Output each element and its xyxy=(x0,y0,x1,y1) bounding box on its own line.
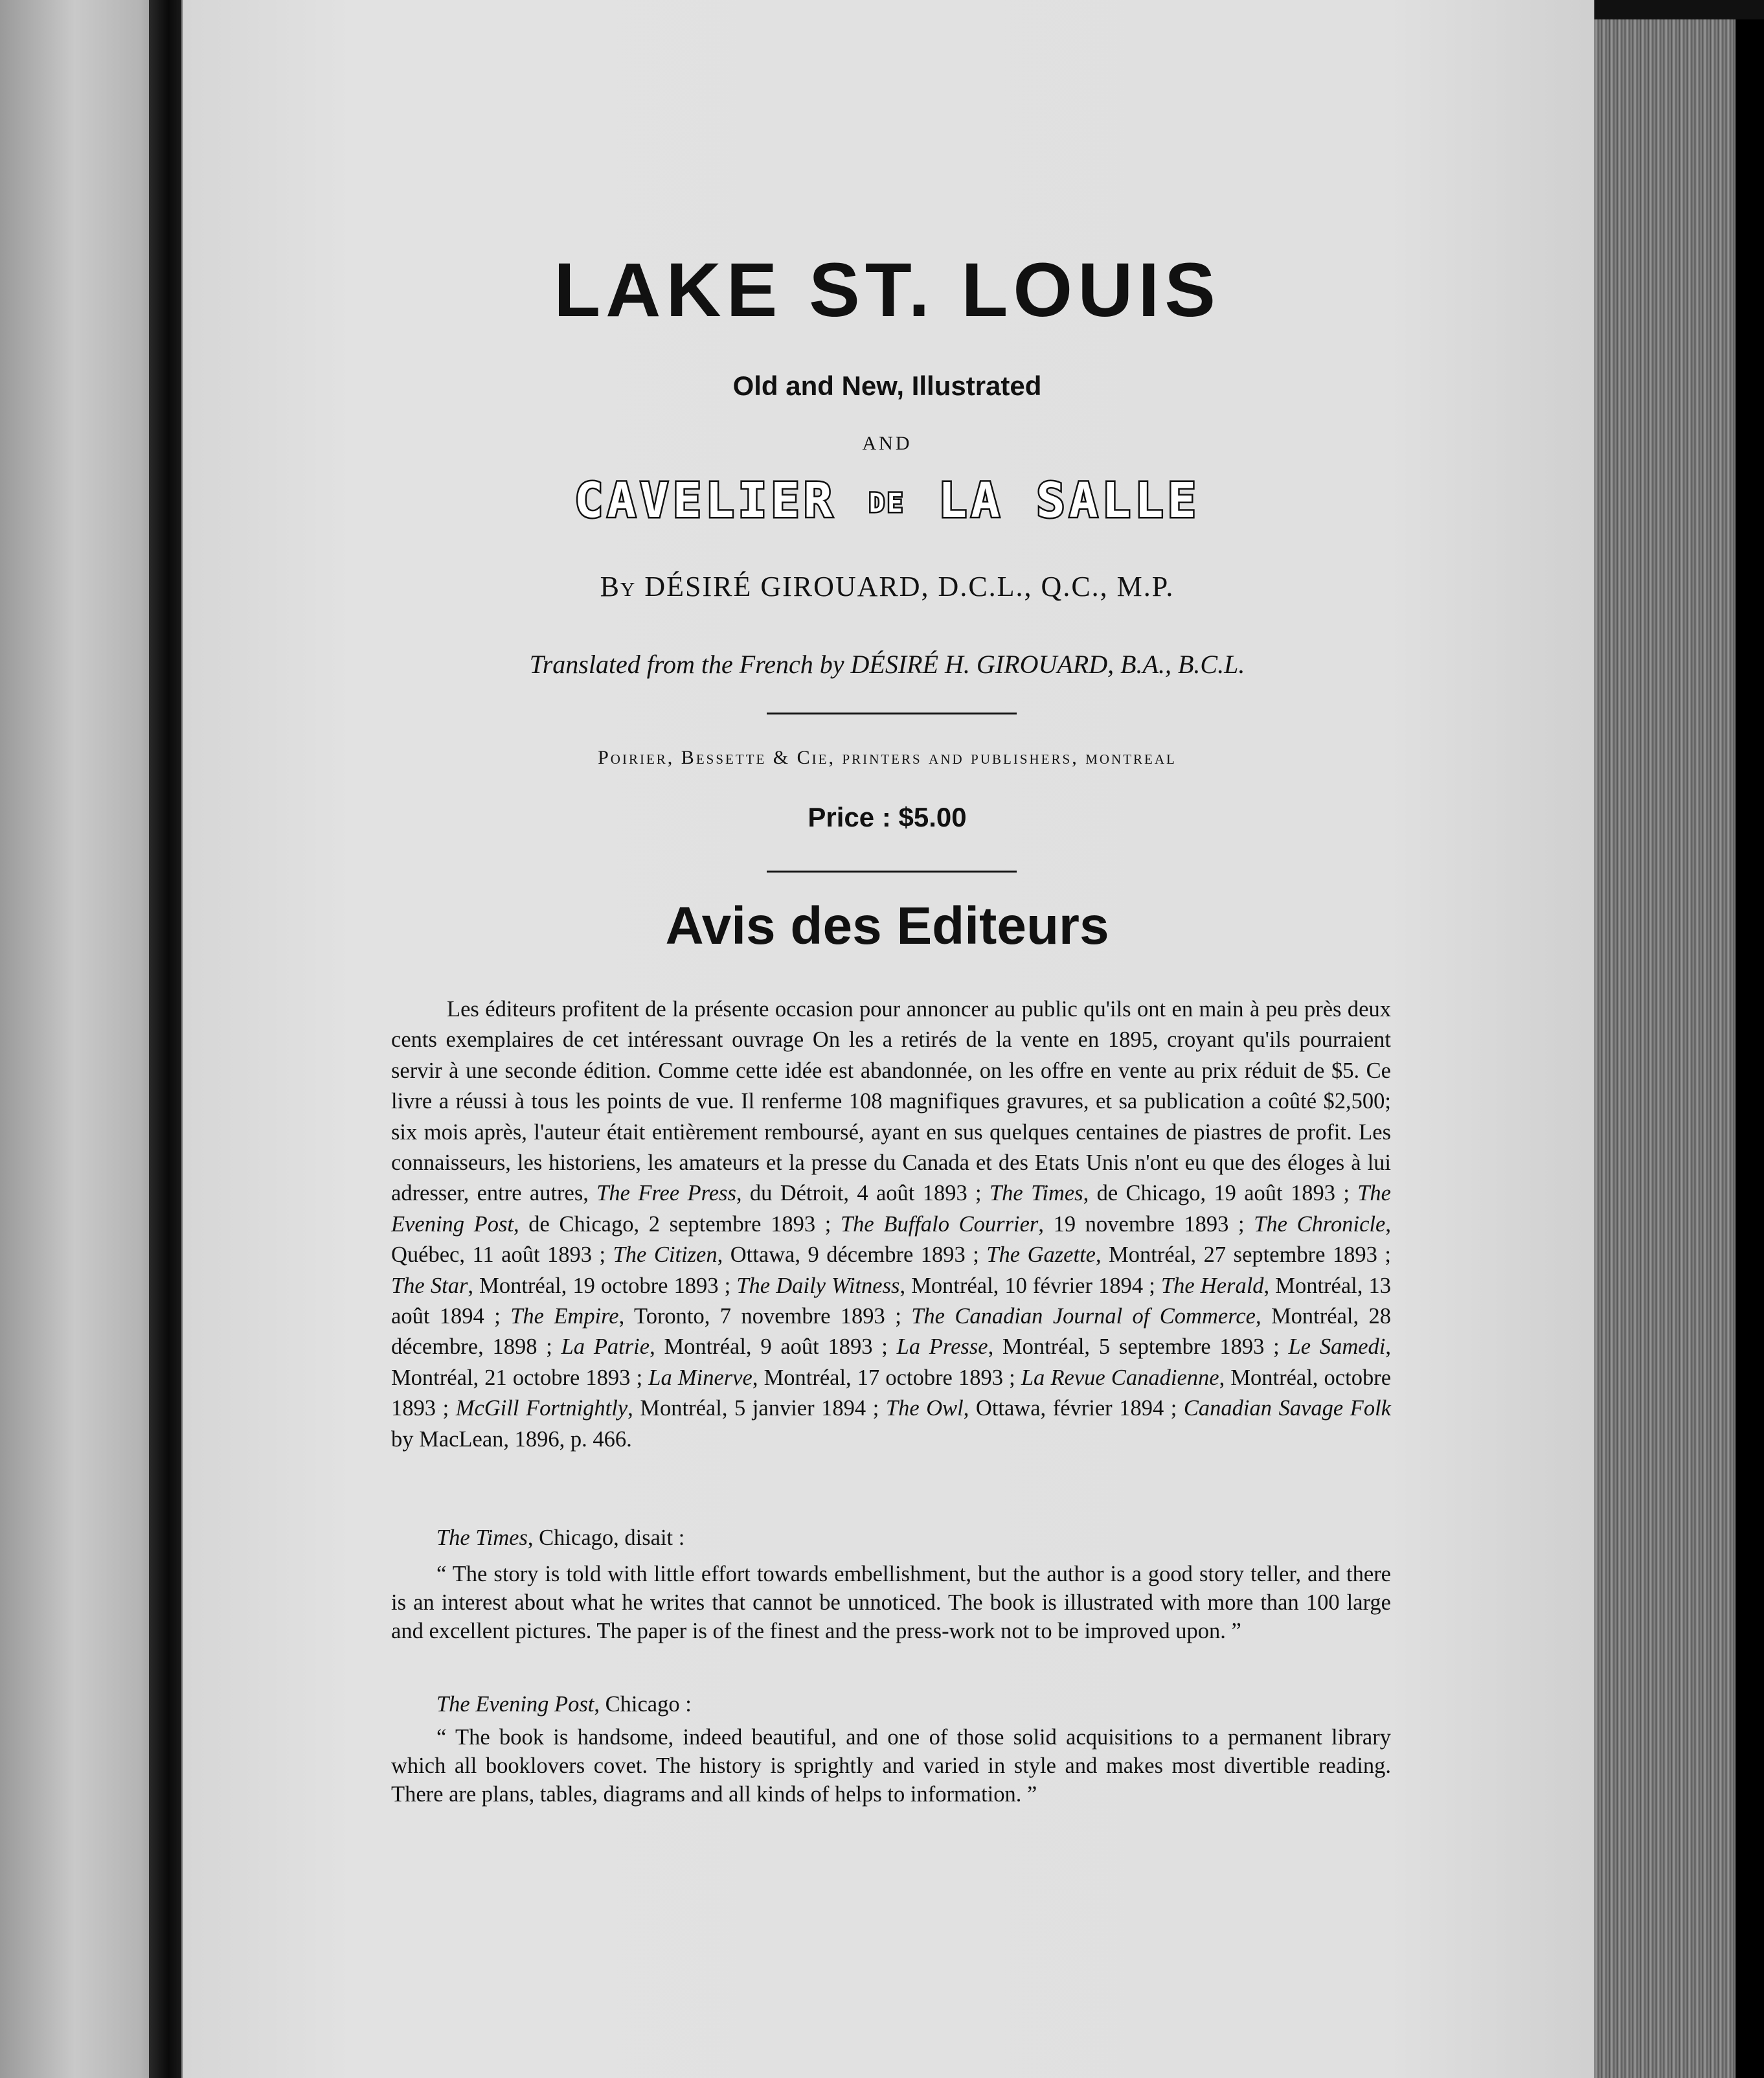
divider xyxy=(767,871,1017,873)
second-title-part2: LA SALLE xyxy=(938,473,1201,529)
quote-source: The Evening Post, Chicago : xyxy=(436,1692,692,1717)
quote-text: “ The book is handsome, indeed beautiful, and one of those solid acquisitions to a permanent library which all booklovers covet. The history is sprightly and varied in style and makes most divertible reading. There are plans, tables, diagrams and all kinds of helps to information. ” xyxy=(391,1725,1391,1807)
author-name: DÉSIRÉ GIROUARD, D.C.L., Q.C., M.P. xyxy=(644,571,1175,602)
book-title: LAKE ST. LOUIS xyxy=(554,247,1221,333)
second-title xyxy=(382,473,1392,529)
book-gutter xyxy=(149,0,181,2078)
background-corner xyxy=(1594,0,1764,19)
background-edge xyxy=(1736,0,1764,2078)
book-subtitle: Old and New, Illustrated xyxy=(732,371,1042,401)
conjunction: AND xyxy=(862,433,912,454)
author-by: By xyxy=(600,571,637,602)
divider xyxy=(767,713,1017,714)
author-line xyxy=(382,570,1392,603)
quote-source: The Times, Chicago, disait : xyxy=(436,1525,685,1550)
translator-line: Translated from the French by DÉSIRÉ H. GIROUARD, B.A., B.C.L. xyxy=(529,650,1245,679)
price: Price : $5.00 xyxy=(808,802,967,832)
notice-paragraph: Les éditeurs profitent de la présente occasion pour annoncer au public qu'ils ont en main à peu près deux cents exemplaires de cet intéressant ouvrage On les a retirés de la vente en 1895, croyant qu'ils pourraient servir à une seconde édition. Comme cette idée est abandonnée, on les offre en vente au prix réduit de $5. Ce livre a réussi à tous les points de vue. Il renferme 108 magnifiques gravures, et sa publication a coûté $2,500; six mois après, l'auteur était entièrement remboursé, ayant en sus quelques centaines de piastres de profit. Les connaisseurs, les historiens, les amateurs et la presse du Canada et des Etats Unis n'ont eu que des éloges à lui adresser, entre autres, The Free Press, du Détroit, 4 août 1893 ; The Times, de Chicago, 19 août 1893 ; The Evening Post, de Chicago, 2 septembre 1893 ; The Buffalo Courrier, 19 novembre 1893 ; The Chronicle, Québec, 11 août 1893 ; The Citizen, Ottawa, 9 décembre 1893 ; The Gazette, Montréal, 27 septembre 1893 ; The Star, Montréal, 19 octobre 1893 ; The Daily Witness, Montréal, 10 février 1894 ; The Herald, Montréal, 13 août 1894 ; The Empire, Toronto, 7 novembre 1893 ; The Canadian Journal of Commerce, Montréal, 28 décembre, 1898 ; La Patrie, Montréal, 9 août 1893 ; La Presse, Montréal, 5 septembre 1893 ; Le Samedi, Montréal, 21 octobre 1893 ; La Minerve, Montréal, 17 octobre 1893 ; La Revue Canadienne, Montréal, octobre 1893 ; McGill Fortnightly, Montréal, 5 janvier 1894 ; The Owl, Ottawa, février 1894 ; Canadian Savage Folk by MacLean, 1896, p. 466. xyxy=(391,997,1392,1452)
notice-heading: Avis des Editeurs xyxy=(665,896,1109,955)
publisher-line: Poirier, Bessette & Cie, printers and publishers, montreal xyxy=(598,747,1177,768)
second-title-part1: CAVELIER xyxy=(574,473,837,529)
second-title-de: DE xyxy=(868,488,906,518)
quote-text: “ The story is told with little effort towards embellishment, but the author is a good story teller, and there is an interest about what he writes that cannot be unnoticed. The book is illustrated with more than 100 large and excellent pictures. The paper is of the finest and the press-work not to be improved upon. ” xyxy=(391,1562,1391,1643)
